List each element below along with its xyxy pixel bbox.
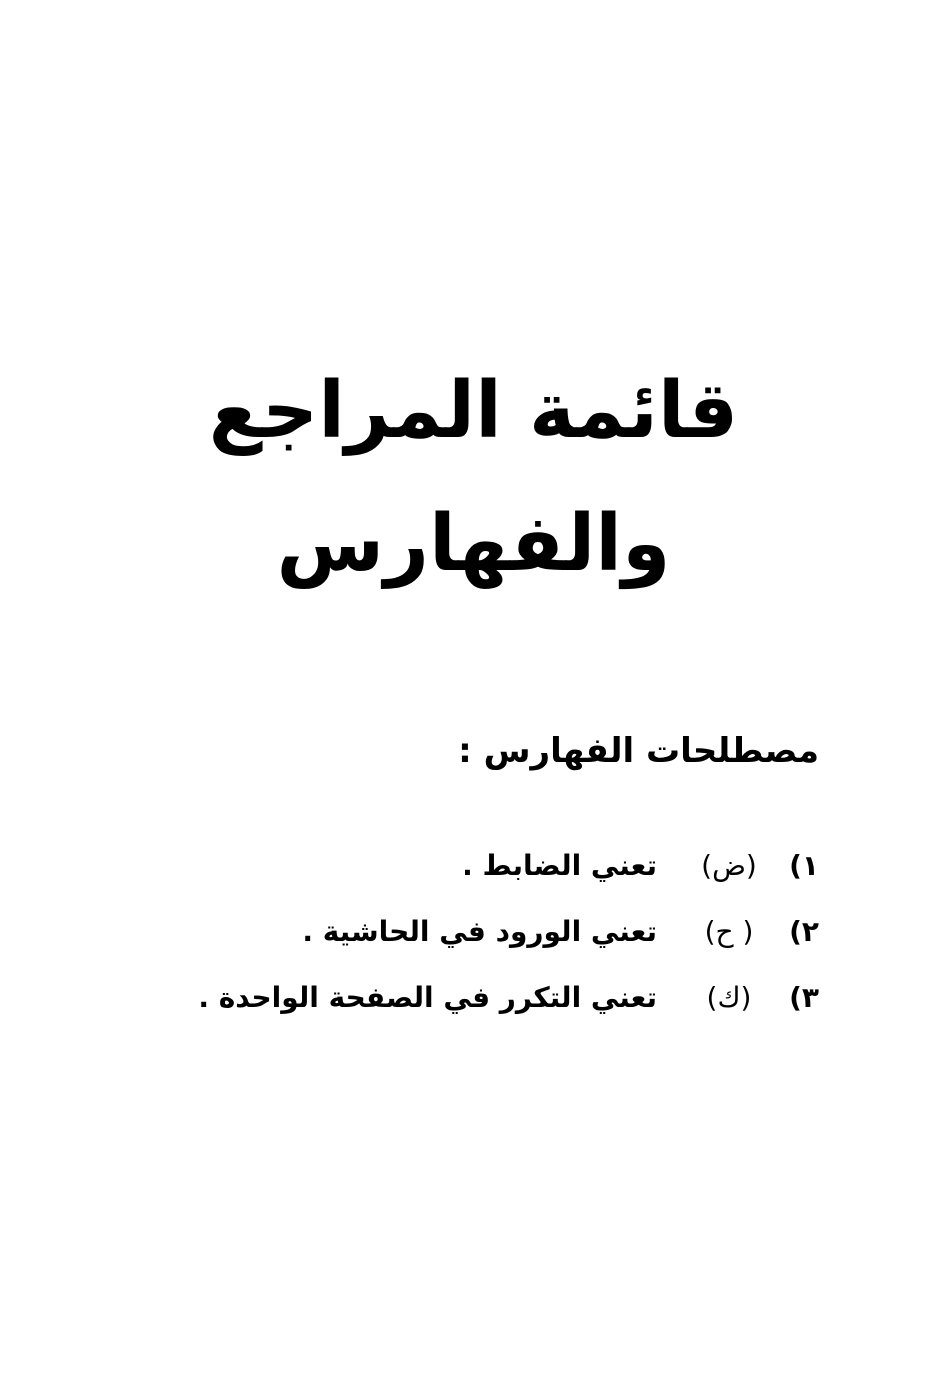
glossary-item-meaning: تعني التكرر في الصفحة الواحدة . (198, 980, 657, 1014)
page-title-line-1: قائمة المراجع (208, 366, 739, 456)
glossary-item-number: ١) (789, 848, 819, 882)
page-title-line-2: والفهارس (276, 499, 671, 589)
glossary-item-symbol: (ض) (701, 848, 757, 882)
glossary-heading: مصطلحات الفهارس : (458, 731, 819, 771)
glossary-item (99, 898, 819, 964)
glossary-item-number: ٣) (789, 980, 819, 1014)
glossary-item (99, 832, 819, 898)
glossary-item-symbol: ( ح) (704, 914, 754, 948)
glossary-item (99, 964, 819, 1030)
glossary-item-meaning: تعني الورود في الحاشية . (302, 914, 657, 948)
glossary-list (99, 832, 819, 1030)
glossary-item-symbol: (ك) (706, 980, 752, 1014)
glossary-item-meaning: تعني الضابط . (462, 848, 657, 882)
glossary-item-number: ٢) (789, 914, 819, 948)
